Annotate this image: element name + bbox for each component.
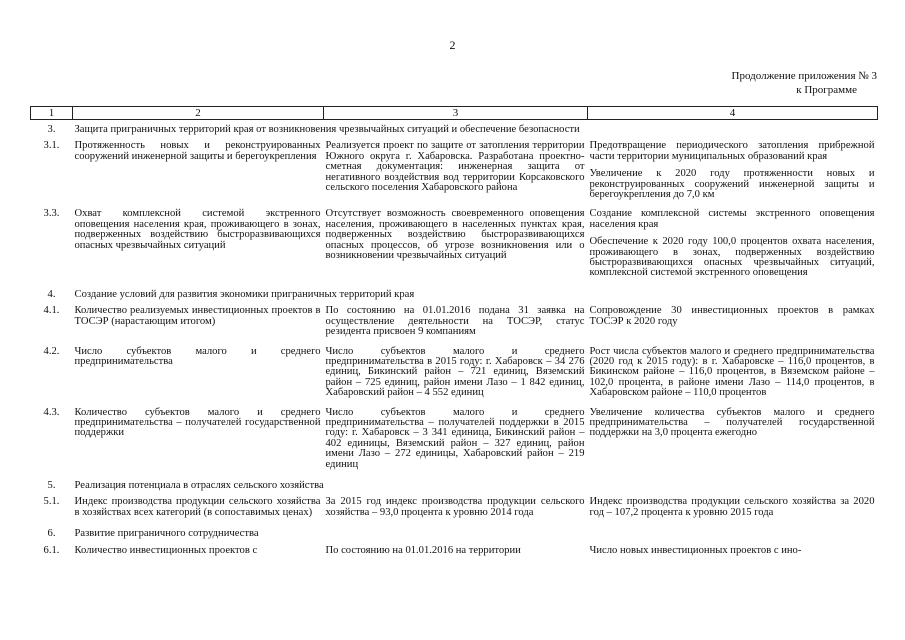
- header-row: [31, 107, 878, 120]
- table-row: [31, 494, 878, 524]
- expected-result-paragraph: Индекс производства продукции сельского хозяйства за 2020 год – 107,2 процента к уровню 2015 года: [589, 496, 875, 518]
- continuation-note: [677, 69, 877, 97]
- expected-result-paragraph: Увеличение к 2020 году протяженности новых и реконструированных сооружений инженерной защиты и берегоукрепления до 7,0 км: [589, 168, 875, 201]
- expected-result-cell: [588, 543, 878, 562]
- expected-result-paragraph: Обеспечение к 2020 году 100,0 процентов охвата населения, проживающего в зонах, подверженных воздействию быстроразвивающихся опасных чрезвычайных ситуаций, комплексной системой экстренного оповещения: [589, 236, 875, 279]
- expected-result-cell: [588, 138, 878, 206]
- row-number: 4.1.: [43, 305, 60, 317]
- section-number: 6.: [47, 528, 56, 540]
- row-number: 3.1.: [43, 140, 60, 152]
- section-title: Реализация потенциала в отраслях сельского хозяйства: [74, 479, 324, 491]
- row-number: 4.3.: [43, 406, 60, 418]
- current-state-cell: Реализуется проект по защите от затопления территории Южного округа г. Хабаровска. Разработана проектно-сметная документация: инженерная защита от негативного воздействия вод территории Корсаковского сельского поселения Хабаровского района: [325, 140, 585, 194]
- row-number: 6.1.: [43, 544, 60, 556]
- expected-result-paragraph: Предотвращение периодического затопления прибрежной части территории муниципальных образований края: [589, 140, 875, 162]
- indicator-cell: Количество субъектов малого и среднего предпринимательства – получателей государственной поддержки: [74, 406, 321, 439]
- table-row: [31, 405, 878, 476]
- section-title: Создание условий для развития экономики приграничных территорий края: [74, 288, 415, 300]
- continuation-line-2: к Программе: [796, 84, 857, 96]
- section-number: 3.: [47, 124, 56, 135]
- table-row: [31, 206, 878, 284]
- current-state-cell: Число субъектов малого и среднего предпринимательства – получателей поддержки в 2015 году: г. Хабаровск – 3 341 единица, Бикинский район – 402 единицы, Вяземский район – 327 единиц, район имени Лазо – 272 единицы, Хабаровский район – 219 единиц: [325, 406, 585, 470]
- indicator-cell: Число субъектов малого и среднего предпринимательства: [74, 345, 321, 367]
- current-state-cell: За 2015 год индекс производства продукции сельского хозяйства – 93,0 процента к уровню 2014 года: [325, 496, 585, 518]
- indicator-cell: Охват комплексной системой экстренного оповещения населения края, проживающего в зонах, подверженных воздействию быстроразвивающихся опасных чрезвычайных ситуаций: [74, 208, 321, 251]
- table-row: [31, 303, 878, 343]
- page-number: 2: [449, 38, 456, 52]
- continuation-line-1: Продолжение приложения № 3: [731, 70, 877, 82]
- expected-result-cell: [588, 344, 878, 405]
- expected-result-paragraph: Увеличение количества субъектов малого и среднего предпринимательства – получателей государственной поддержки на 3,0 процента ежегодно: [589, 406, 875, 439]
- expected-result-cell: [588, 206, 878, 284]
- table-row: [31, 543, 878, 562]
- header-col-4: 4: [588, 107, 878, 120]
- expected-result-cell: [588, 494, 878, 524]
- current-state-cell: По состоянию на 01.01.2016 подана 31 заявка на осуществление деятельности на ТОСЭР, статус резидента присвоен 9 компаниям: [325, 305, 585, 338]
- section-row: [31, 476, 878, 494]
- row-number: 4.2.: [43, 345, 60, 357]
- current-state-cell: Число субъектов малого и среднего предпринимательства в 2015 году: г. Хабаровск – 34 276 единиц, Бикинский район – 721 единиц, Вяземский район – 725 единиц, район имени Лазо – 1 842 единиц, Хабаровский район – 4 552 единиц: [325, 345, 585, 399]
- header-col-3: 3: [324, 107, 588, 120]
- indicator-cell: Количество реализуемых инвестиционных проектов в ТОСЭР (нарастающим итогом): [74, 305, 321, 327]
- table-row: [31, 138, 878, 206]
- row-number: 5.1.: [43, 496, 60, 508]
- indicator-cell: Индекс производства продукции сельского хозяйства в хозяйствах всех категорий (в сопоставимых ценах): [74, 496, 321, 518]
- header-col-1: 1: [31, 107, 73, 120]
- section-number: 4.: [47, 288, 56, 300]
- expected-result-cell: [588, 405, 878, 476]
- indicator-cell: Протяженность новых и реконструированных сооружений инженерной защиты и берегоукрепления: [74, 140, 321, 162]
- program-table: [30, 106, 878, 562]
- current-state-cell: Отсутствует возможность своевременного оповещения населения, проживающего в населенных пунктах края, подверженных воздействию быстроразвивающихся опасных процессов, об угрозе возникновения или о возникновении чрезвычайных ситуаций: [325, 208, 585, 262]
- table-row: [31, 344, 878, 405]
- expected-result-cell: [588, 303, 878, 343]
- section-number: 5.: [47, 479, 56, 491]
- indicator-cell: Количество инвестиционных проектов с: [74, 544, 258, 556]
- section-title: Защита приграничных территорий края от возникновения чрезвычайных ситуаций и обеспечение безопасности: [74, 124, 580, 135]
- header-col-2: 2: [73, 107, 324, 120]
- expected-result-paragraph: Сопровождение 30 инвестиционных проектов в рамках ТОСЭР к 2020 году: [589, 305, 875, 327]
- row-number: 3.3.: [43, 208, 60, 220]
- expected-result-paragraph: Рост числа субъектов малого и среднего предпринимательства (2020 год к 2015 году): в г. Хабаровске – 116,0 процентов, в Бикинском районе – 116,0 процентов, в Вяземском районе – 102,0 процента, в районе имени Лазо – 114,0 процентов, в Хабаровском районе – 110,0 процентов: [589, 345, 875, 399]
- section-title: Развитие приграничного сотрудничества: [74, 528, 259, 540]
- current-state-cell: По состоянию на 01.01.2016 на территории: [325, 544, 521, 556]
- section-row: [31, 120, 878, 139]
- expected-result-paragraph: Создание комплексной системы экстренного оповещения населения края: [589, 208, 875, 230]
- expected-result-paragraph: Число новых инвестиционных проектов с ино-: [589, 544, 802, 556]
- table-body: [31, 120, 878, 563]
- section-row: [31, 285, 878, 303]
- section-row: [31, 524, 878, 542]
